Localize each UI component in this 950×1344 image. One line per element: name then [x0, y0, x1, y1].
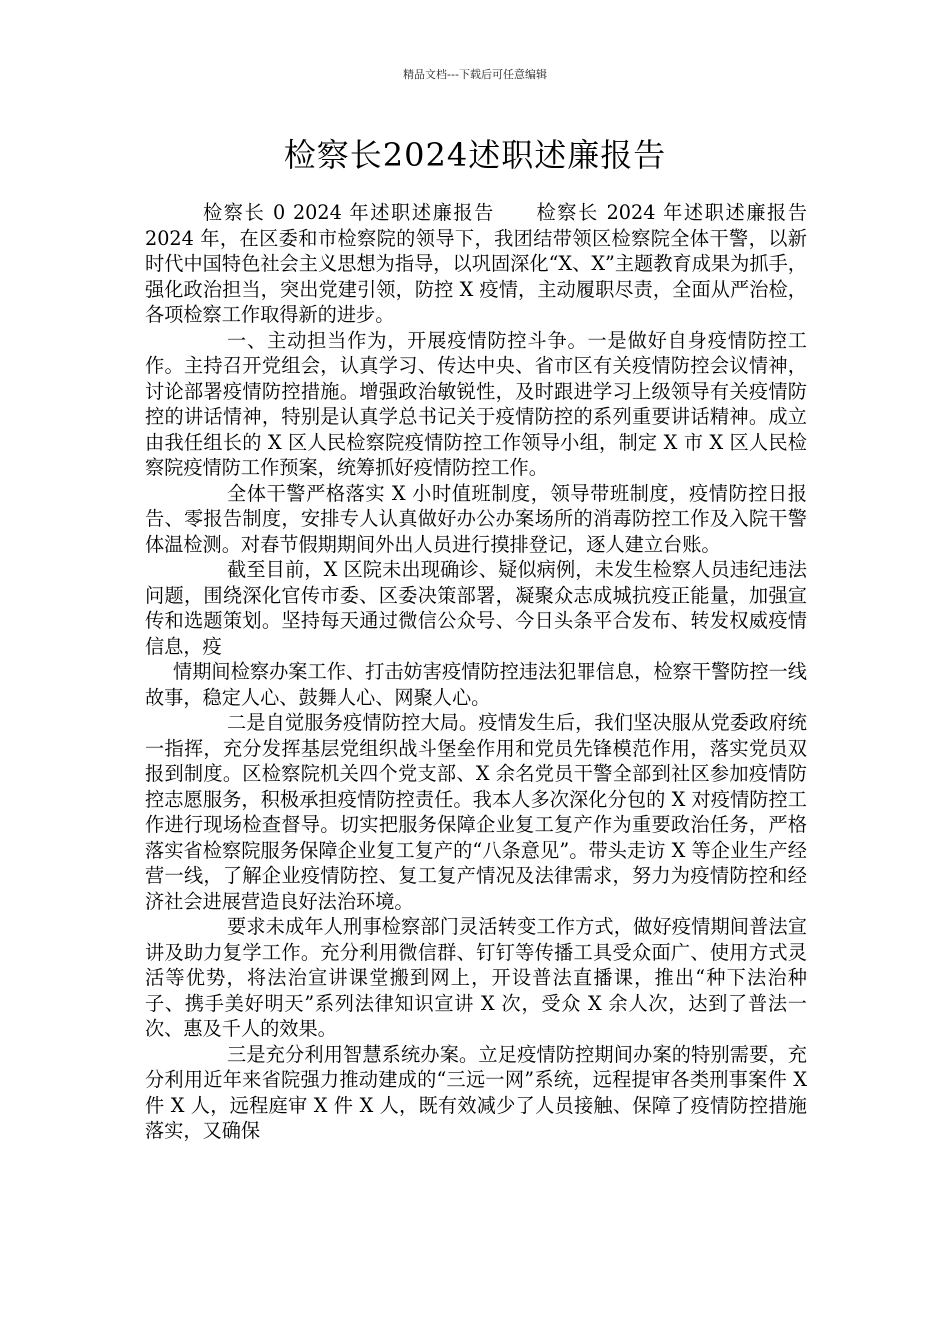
paragraph-section-2: 二是自觉服务疫情防控大局。疫情发生后，我们坚决服从党委政府统一指挥，充分发挥基层党组织战斗堡垒作用和党员先锋模范作用，落实党员双报到制度。区检察院机关四个党支部、X 余名党员干警全部到社区参加疫情防控志愿服务，积极承担疫情防控责任。我本人多次深化分包的 X 对疫情防控工作进行现场检查督导。切实把服务保障企业复工复产作为重要政治任务，严格落实省检察院服务保障企业复工复产的“八条意见”。带头走访 X 等企业生产经营一线，了解企业疫情防控、复工复产情况及法律需求，努力为疫情防控和经济社会进展营造良好法治环境。 — [145, 711, 807, 913]
paragraph-status: 截至目前，X 区院未出现确诊、疑似病例，未发生检察人员违纪违法问题，围绕深化官传市委、区委决策部署，凝聚众志成城抗疫正能量，加强宣传和选题策划。坚持每天通过微信公众号、今日头条平合发布、转发权威疫情信息，疫 — [145, 558, 807, 658]
paragraph-juvenile: 要求未成年人刑事检察部门灵活转变工作方式，做好疫情期间普法宣讲及助力复学工作。充分利用微信群、钉钉等传播工具受众面广、使用方式灵活等优势，将法治宣讲课堂搬到网上，开设普法直播课，推出“种下法治种子、携手美好明天”系列法律知识宣讲 X 次，受众 X 余人次，达到了普法一次、惠及千人的效果。 — [145, 915, 807, 1040]
paragraph-duty-system: 全体干警严格落实 X 小时值班制度，领导带班制度，疫情防控日报告、零报告制度，安排专人认真做好办公办案场所的消毒防控工作及入院干警体温检测。对春节假期期间外出人员进行摸排登记，逐人建立台账。 — [145, 481, 807, 556]
page-header: 精品文档---下载后可任意编辑 — [403, 68, 547, 81]
paragraph-intro: 检察长 0 2024 年述职述廉报告 检察长 2024 年述职述廉报告 2024 年，在区委和市检察院的领导下，我团结带领区检察院全体干警，以新时代中国特色社会主义思想为指导，以巩固深化“X、X”主题教育成果为抓手，强化政治担当，突出党建引领，防控 X 疫情，主动履职尽责，全面从严治检，各项检察工作取得新的进步。 — [145, 201, 807, 326]
paragraph-status-continued: 情期间检察办案工作、打击妨害疫情防控违法犯罪信息，检察干警防控一线故事，稳定人心、鼓舞人心、网聚人心。 — [145, 660, 807, 709]
document-title: 检察长2024述职述廉报告 — [283, 136, 667, 174]
document-body — [145, 200, 807, 1144]
paragraph-section-1: 一、主动担当作为，开展疫情防控斗争。一是做好自身疫情防控工作。主持召开党组会，认真学习、传达中央、省市区有关疫情防控会议情神，讨论部署疫情防控措施。增强政治敏锐性，及时跟进学习上级领导有关疫情防控的讲话情神，特别是认真学总书记关于疫情防控的系列重要讲话精神。成立由我任组长的 X 区人民检察院疫情防控工作领导小组，制定 X 市 X 区人民检察院疫情防工作预案，统筹抓好疫情防控工作。 — [145, 328, 807, 479]
paragraph-section-3: 三是充分利用智慧系统办案。立足疫情防控期间办案的特别需要，充分利用近年来省院强力推动建成的“三远一网”系统，远程提审各类刑事案件 X 件 X 人，远程庭审 X 件 X 人，既有效减少了人员接触、保障了疫情防控措施落实，又确保 — [145, 1042, 807, 1142]
